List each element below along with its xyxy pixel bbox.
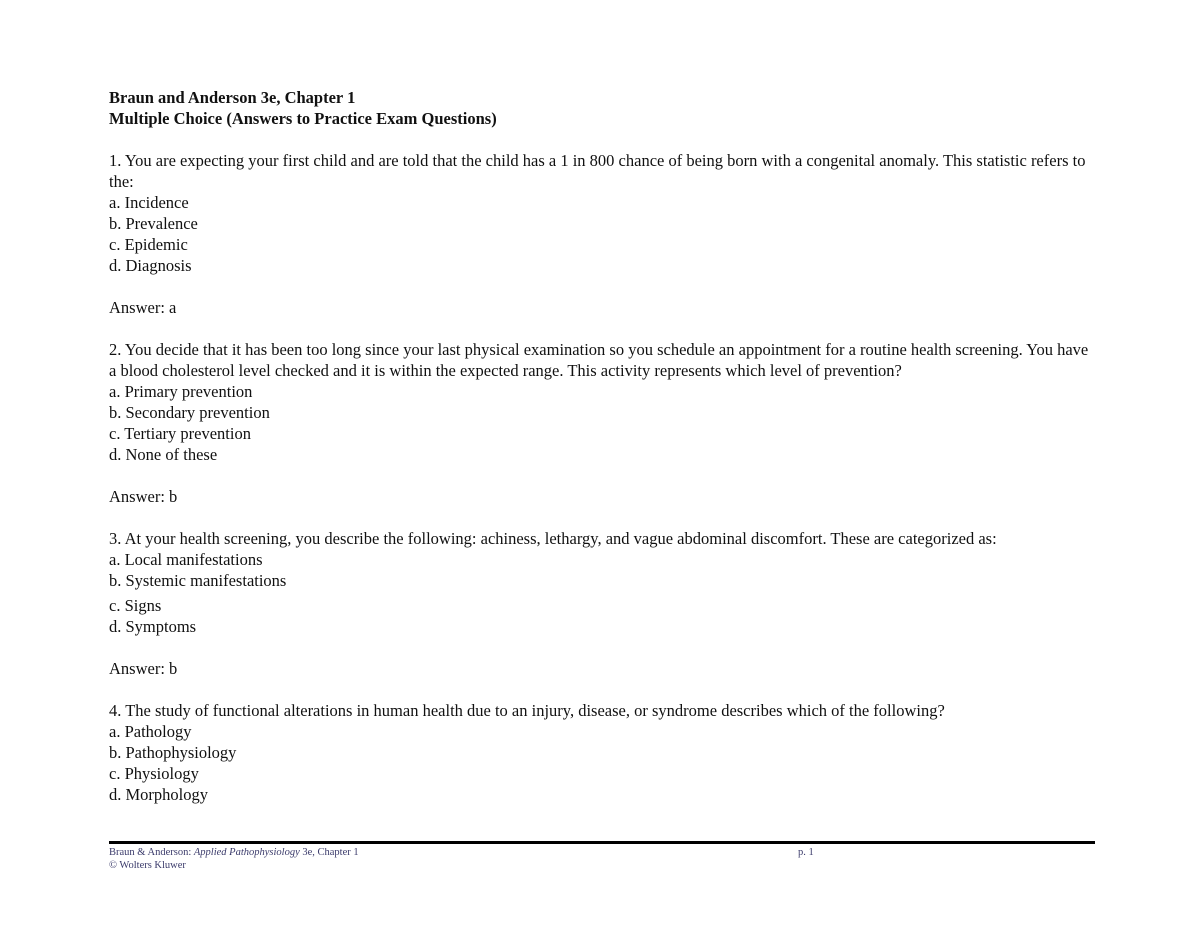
footer-book-title: Applied Pathophysiology: [193, 847, 300, 858]
footer-source-suffix: 3e, Chapter 1: [299, 847, 359, 858]
footer-copyright: © Wolters Kluwer: [109, 860, 186, 871]
question-block-3: [109, 528, 1099, 700]
answer-key: Answer: a: [109, 298, 177, 317]
question-text: 2. You decide that it has been too long since your last physical examination so you schedule an appointment for a routine health screening. You have a blood cholesterol level checked and it is within the expected range. This activity represents which level of prevention?: [109, 340, 1089, 380]
answer-option: a. Local manifestations: [109, 550, 263, 569]
footer-source-prefix: Braun & Anderson:: [109, 847, 194, 858]
answer-option: b. Pathophysiology: [109, 743, 237, 762]
question-block-2: [109, 339, 1099, 528]
page-number: p. 1: [798, 847, 814, 858]
footer-divider: [109, 841, 1095, 844]
answer-option: d. Diagnosis: [109, 256, 192, 275]
answer-option: c. Signs: [109, 596, 162, 615]
question-block-4: [109, 700, 1099, 805]
answer-option: b. Prevalence: [109, 214, 198, 233]
footer-source: [109, 846, 1095, 859]
answer-option: c. Epidemic: [109, 235, 188, 254]
answer-option: a. Pathology: [109, 722, 192, 741]
question-text: 4. The study of functional alterations in human health due to an injury, disease, or syndrome describes which of the following?: [109, 701, 945, 720]
answer-option: a. Primary prevention: [109, 382, 253, 401]
document-title: Braun and Anderson 3e, Chapter 1: [109, 88, 356, 107]
answer-option: c. Tertiary prevention: [109, 424, 251, 443]
question-text: 3. At your health screening, you describe the following: achiness, lethargy, and vague abdominal discomfort. These are categorized as:: [109, 529, 997, 548]
answer-option: d. Morphology: [109, 785, 208, 804]
page-footer: [109, 846, 1095, 872]
answer-option: b. Systemic manifestations: [109, 571, 287, 590]
answer-option: b. Secondary prevention: [109, 403, 270, 422]
answer-key: Answer: b: [109, 487, 178, 506]
answer-option: d. Symptoms: [109, 617, 197, 636]
question-text: 1. You are expecting your first child and are told that the child has a 1 in 800 chance of being born with a congenital anomaly. This statistic refers to the:: [109, 151, 1086, 191]
answer-option: a. Incidence: [109, 193, 189, 212]
question-block-1: [109, 150, 1099, 339]
document-subtitle: Multiple Choice (Answers to Practice Exam Questions): [109, 109, 497, 128]
document-body: [109, 87, 1099, 805]
answer-key: Answer: b: [109, 659, 178, 678]
answer-option: d. None of these: [109, 445, 218, 464]
answer-option: c. Physiology: [109, 764, 199, 783]
